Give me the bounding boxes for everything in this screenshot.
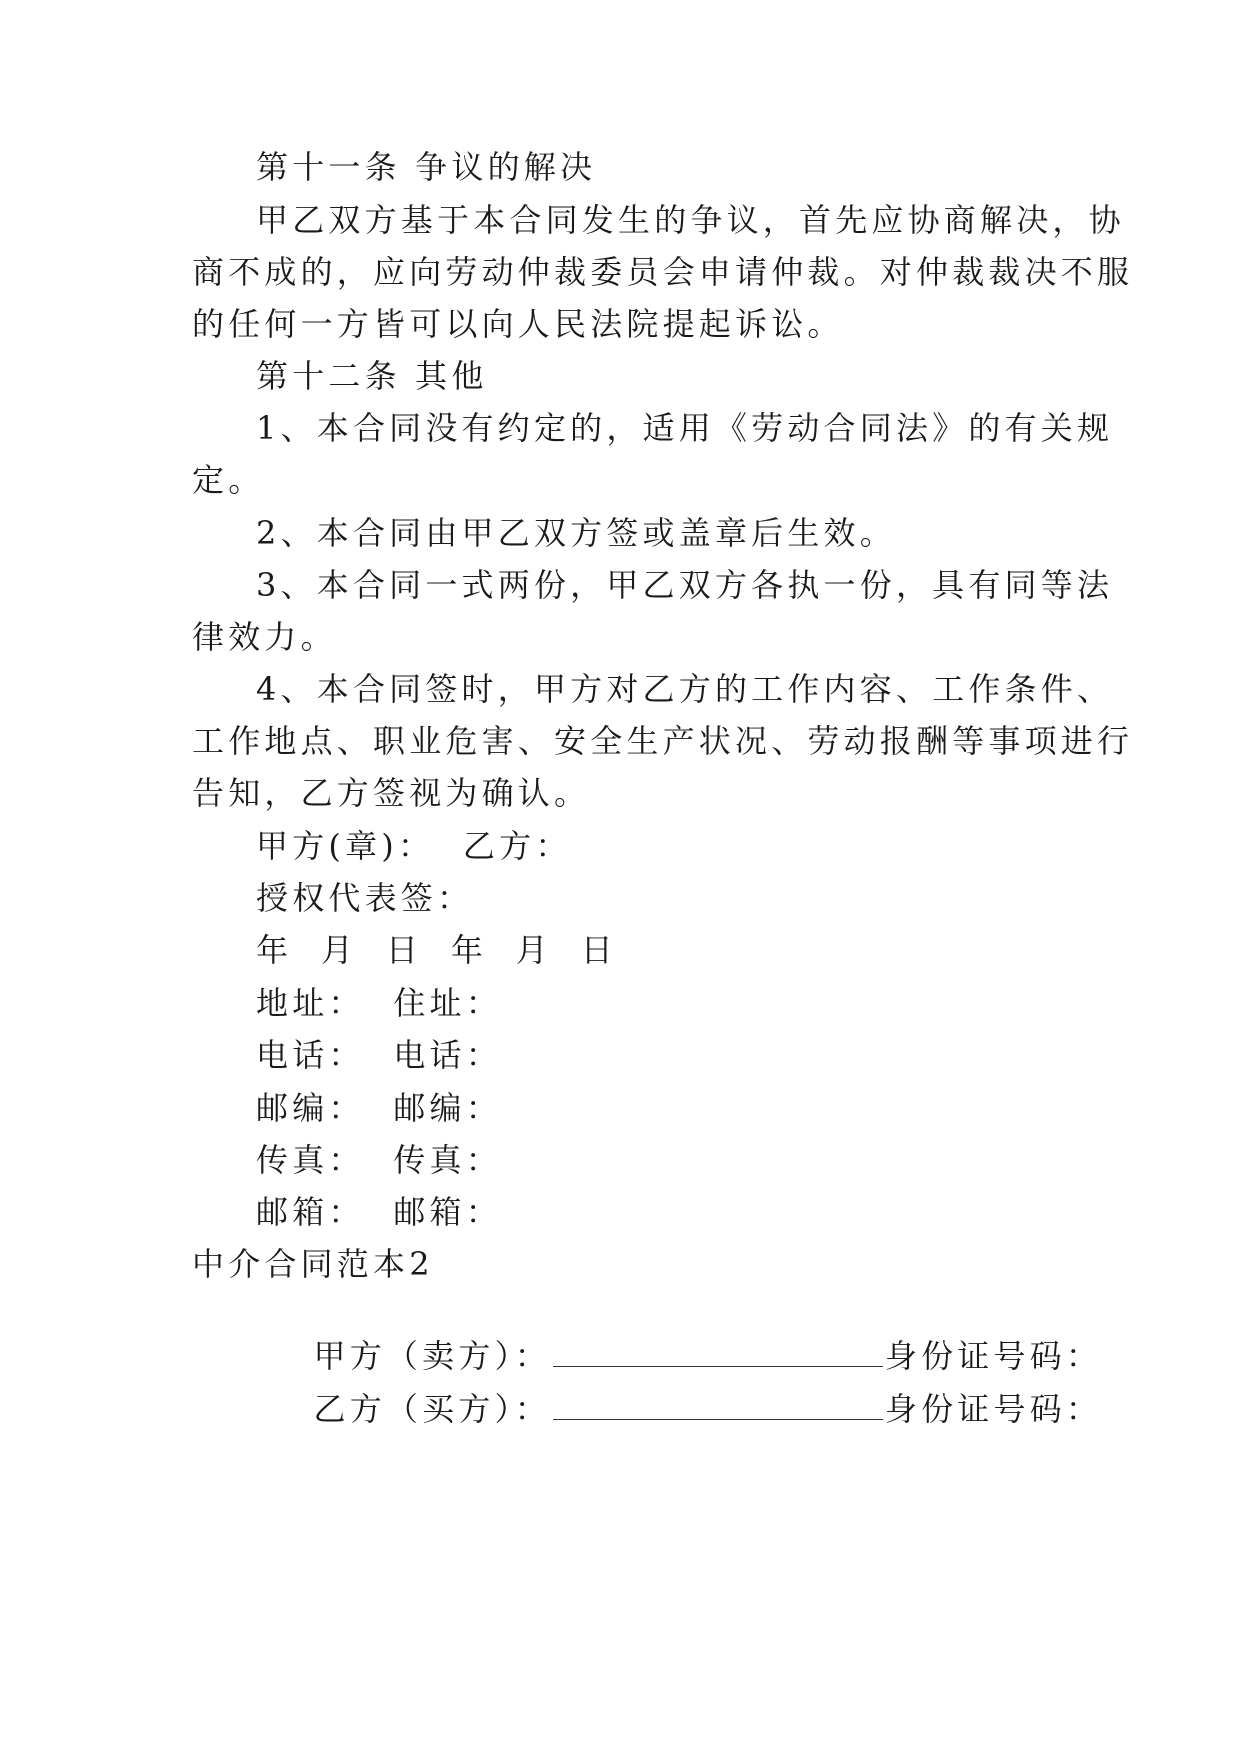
- paragraph-line: 律效力。: [192, 618, 337, 656]
- paragraph-line: 3、本合同一式两份，甲乙双方各执一份，具有同等法: [256, 566, 1114, 604]
- party-b-id-label: 身份证号码：: [884, 1390, 1103, 1428]
- party-a-id-label: 身份证号码：: [884, 1337, 1103, 1375]
- article-11-heading: 第十一条 争议的解决: [256, 148, 597, 186]
- paragraph-line: 甲乙双方基于本合同发生的争议，首先应协商解决，协: [256, 201, 1125, 239]
- party-b-label: 乙方（买方）：: [313, 1390, 551, 1428]
- contract-title-2: 中介合同范本2: [192, 1245, 434, 1283]
- address-field: 地址： 住址：: [256, 984, 502, 1022]
- paragraph-line: 2、本合同由甲乙双方签或盖章后生效。: [256, 514, 896, 552]
- email-field: 邮箱： 邮箱：: [256, 1193, 502, 1231]
- paragraph-line: 的任何一方皆可以向人民法院提起诉讼。: [192, 305, 844, 343]
- paragraph-line: 商不成的，应向劳动仲裁委员会申请仲裁。对仲裁裁决不服: [192, 253, 1134, 291]
- party-a-label: 甲方（卖方）：: [313, 1337, 551, 1375]
- paragraph-line: 告知，乙方签视为确认。: [192, 774, 591, 812]
- signature-dates: 年 月 日 年 月 日: [256, 931, 617, 969]
- paragraph-line: 4、本合同签时，甲方对乙方的工作内容、工作条件、: [256, 670, 1114, 708]
- party-b-row: [256, 1349, 1102, 1469]
- phone-field: 电话： 电话：: [256, 1036, 502, 1074]
- postcode-field: 邮编： 邮编：: [256, 1089, 502, 1127]
- article-12-heading: 第十二条 其他: [256, 357, 488, 395]
- fax-field: 传真： 传真：: [256, 1141, 502, 1179]
- signature-representative: 授权代表签：: [256, 879, 474, 917]
- party-b-blank[interactable]: [553, 1389, 883, 1420]
- paragraph-line: 定。: [192, 461, 265, 499]
- paragraph-line: 1、本合同没有约定的，适用《劳动合同法》的有关规: [256, 409, 1114, 447]
- signature-parties: 甲方(章)： 乙方：: [256, 827, 572, 865]
- paragraph-line: 工作地点、职业危害、安全生产状况、劳动报酬等事项进行: [192, 722, 1134, 760]
